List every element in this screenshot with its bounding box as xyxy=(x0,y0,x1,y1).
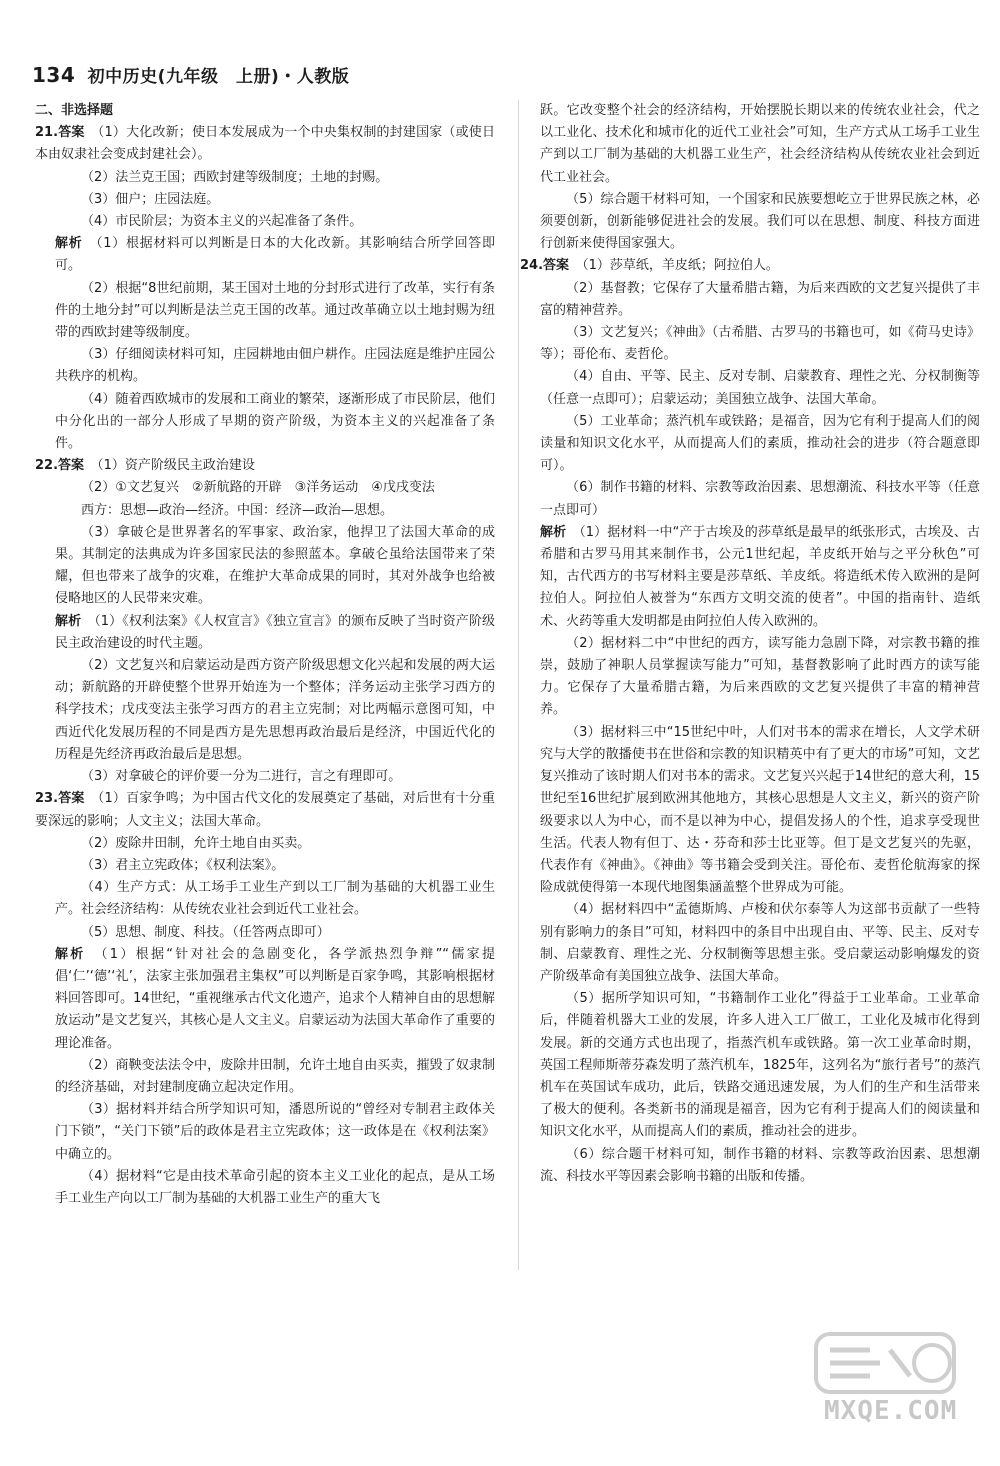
paragraph: （2）根据“8世纪前期，某王国对土地的分封形式进行了改革，实行有条件的土地分封”可以判断是法兰克王国的改革。通过改革确立以土地封赐为纽带的西欧封建等级制度。 xyxy=(55,280,495,341)
paragraph: （2）法兰克王国；西欧封建等级制度；土地的封赐。 xyxy=(81,169,389,185)
paragraph: （5）据所学知识可知，“书籍制作工业化”得益于工业革命。工业革命后，伴随着机器大工业的发展，许多人进入工厂做工，工业化及城市化得到发展。新的交通方式也出现了，指蒸汽机车或铁路。第一次工业革命时期，英国工程师斯蒂芬森发明了蒸汽机车，1825年，这列名为“旅行者号”的蒸汽机车在英国试车成功，此后，铁路交通迅速发展，为人们的生产和生活带来了极大的便利。各类新书的涌现是福音，因为它有利于提高人们的阅读量和知识文化水平，从而提高人们的素质，推动社会的进步。 xyxy=(540,991,980,1140)
analysis-label: 解析 xyxy=(540,524,567,540)
watermark-badge-icon xyxy=(810,1326,960,1406)
paragraph: （4）市民阶层；为资本主义的兴起准备了条件。 xyxy=(81,214,363,230)
paragraph: （2）据材料二中“中世纪的西方，读写能力急剧下降，对宗教书籍的推崇，鼓励了神职人员掌握读写能力”可知，基督教影响了此时西方的读写能力。它保存了大量希腊古籍，为后来西欧的文艺复兴提供了丰富的精神营养。 xyxy=(540,635,980,718)
paragraph: （3）对拿破仑的评价要一分为二进行，言之有理即可。 xyxy=(81,769,402,785)
left-column xyxy=(35,100,495,1210)
paragraph: （3）君主立宪政体；《权利法案》。 xyxy=(81,857,285,873)
paragraph: （2）文艺复兴和启蒙运动是西方资产阶级思想文化兴起和发展的两大运动；新航路的开辟使整个世界开始连为一个整体；洋务运动主张学习西方的科学技术；戊戌变法主张学习西方的君主立宪制；对比两幅示意图可知，中西近代化发展历程的不同是西方是先思想再政治最后是经济，中国近代化的历程是先经济再政治最后是思想。 xyxy=(55,658,495,762)
answer-block xyxy=(35,455,495,477)
page-number: 134 xyxy=(32,63,76,87)
paragraph: （6）综合题干材料可知，制作书籍的材料、宗教等政治因素、思想潮流、科技水平等因素会影响书籍的出版和传播。 xyxy=(540,1146,980,1184)
paragraph: （3）据材料三中“15世纪中叶，人们对书本的需求在增长，人文学术研究与大学的散播使书在世俗和宗教的知识精英中有了更大的市场”可知，文艺复兴推动了该时期人们对书本的需求。文艺复兴兴起于14世纪的意大利，15世纪至16世纪扩展到欧洲其他地方，其核心思想是人文主义，新兴的资产阶级要求以人为中心，而不是以神为中心，提倡发扬人的个性，追求享受现世生活。代表人物有但丁、达・芬奇和莎士比亚等。但丁是文艺复兴的先驱，代表作有《神曲》。《神曲》等书籍会受到关注。哥伦布、麦哲伦航海家的探险成就使得第一本现代地图集涵盖整个世界成为可能。 xyxy=(540,724,980,896)
paragraph: （2）商鞅变法法令中，废除井田制，允许土地自由买卖，摧毁了奴隶制的经济基础，对封建制度确立起决定作用。 xyxy=(55,1057,495,1095)
right-column xyxy=(520,100,980,1188)
analysis-label: 解析 xyxy=(55,613,82,629)
paragraph: （3）文艺复兴；《神曲》（古希腊、古罗马的书籍也可，如《荷马史诗》等）；哥伦布、麦哲伦。 xyxy=(540,325,980,363)
paragraph: （3）佃户；庄园法庭。 xyxy=(81,191,220,207)
answer-text: （1）百家争鸣；为中国古代文化的发展奠定了基础，对后世有十分重要深远的影响；人文主义；法国大革命。 xyxy=(35,791,495,829)
question-number: 24. xyxy=(520,258,544,274)
answer-block xyxy=(520,255,980,277)
question-number: 22. xyxy=(35,458,59,474)
analysis-label: 解析 xyxy=(55,236,83,252)
answer-text: （1）莎草纸，羊皮纸；阿拉伯人。 xyxy=(582,258,779,274)
watermark-url: MXQE.COM xyxy=(824,1396,958,1426)
analysis-block xyxy=(55,611,495,655)
answer-label: 答案 xyxy=(58,125,85,141)
book-title: 初中历史(九年级 上册)・人教版 xyxy=(87,67,350,87)
paragraph: （5）思想、制度、科技。（任答两点即可） xyxy=(81,924,330,940)
analysis-label: 解析 xyxy=(55,946,86,962)
watermark-logo xyxy=(810,1326,960,1436)
analysis-text: （1）根据“针对社会的急剧变化，各学派热烈争辩”“儒家提倡‘仁’‘德’‘礼’，法家主张加强君主集权”可以判断是百家争鸣，其影响根据材料回答即可。14世纪，“重视继承古代文化遗产，追求个人精神自由的思想解放运动”是文艺复兴，其核心是人文主义。启蒙运动为法国大革命作了重要的理论准备。 xyxy=(55,946,495,1051)
answer-text: （1）资产阶级民主政治建设 xyxy=(97,458,255,474)
answer-text: （1）大化改新；使日本发展成为一个中央集权制的封建国家（或使日本由奴隶社会变成封建社会）。 xyxy=(35,125,495,163)
paragraph: （6）制作书籍的材料、宗教等政治因素、思想潮流、科技水平等（任意一点即可） xyxy=(540,480,980,518)
answer-block xyxy=(35,122,495,166)
column-divider xyxy=(518,100,519,1270)
continued-paragraph: 跃。它改变整个社会的经济结构，开始摆脱长期以来的传统农业社会，代之以工业化、技术化和城市化的近代工业社会”可知，生产方式从工场手工业生产到以工厂制为基础的大机器工业生产，社会经济结构从传统农业社会到近代工业社会。 xyxy=(540,103,980,185)
section-title: 二、非选择题 xyxy=(35,103,114,118)
paragraph: （4）随着西欧城市的发展和工商业的繁荣，逐渐形成了市民阶层，他们中分化出的一部分人形成了早期的资产阶级，为资本主义的兴起准备了条件。 xyxy=(55,391,495,452)
page-header xyxy=(32,62,349,87)
question-number: 23. xyxy=(35,791,59,807)
paragraph: （2）废除井田制，允许土地自由买卖。 xyxy=(81,835,311,851)
paragraph: （3）拿破仑是世界著名的军事家、政治家，他捍卫了法国大革命的成果。其制定的法典成为许多国家民法的参照蓝本。拿破仑虽给法国带来了荣耀，但也带来了战争的灾难，在维护大革命成果的同时，其对外战争也给被侵略地区的人民带来灾难。 xyxy=(55,524,495,607)
paragraph: （4）生产方式：从工场手工业生产到以工厂制为基础的大机器工业生产。社会经济结构：从传统农业社会到近代工业社会。 xyxy=(55,880,495,918)
question-number: 21. xyxy=(35,125,59,141)
paragraph: （3）仔细阅读材料可知，庄园耕地由佃户耕作。庄园法庭是维护庄园公共秩序的机构。 xyxy=(55,347,495,385)
analysis-block xyxy=(55,233,495,277)
paragraph: （4）据材料“它是由技术革命引起的资本主义工业化的起点，是从工场手工业生产向以工厂制为基础的大机器工业生产的重大飞 xyxy=(55,1168,495,1206)
paragraph: （2）①文艺复兴 ②新航路的开辟 ③洋务运动 ④戊戌变法 xyxy=(81,480,435,496)
analysis-block xyxy=(540,522,980,633)
analysis-text: （1）《权利法案》《人权宣言》《独立宣言》的颁布反映了当时资产阶级民主政治建设的时代主题。 xyxy=(55,613,495,651)
paragraph: （3）据材料并结合所学知识可知，潘恩所说的“曾经对专制君主政体关门下锁”，“关门下锁”后的政体是君主立宪政体；这一政体是在《权利法案》中确立的。 xyxy=(55,1102,495,1162)
analysis-text: （1）据材料一中“产于古埃及的莎草纸是最早的纸张形式，古埃及、古希腊和古罗马用其来制作书，公元1世纪起，羊皮纸开始与之平分秋色”可知，古代西方的书写材料主要是莎草纸、羊皮纸。将造纸术传入欧洲的是阿拉伯人。阿拉伯人被誉为“东西方文明交流的使者”。中国的指南针、造纸术、火药等重大发明都是由阿拉伯人传入欧洲的。 xyxy=(540,524,980,629)
paragraph: （4）自由、平等、民主、反对专制、启蒙教育、理性之光、分权制衡等（任意一点即可）；启蒙运动；美国独立战争、法国大革命。 xyxy=(540,369,980,407)
paragraph: （4）据材料四中“孟德斯鸠、卢梭和伏尔泰等人为这部书贡献了一些特别有影响力的条目”可知，材料四中的条目中出现自由、平等、民主、反对专制、启蒙教育、理性之光、分权制衡等思想主张。受启蒙运动影响爆发的资产阶级革命有美国独立战争、法国大革命。 xyxy=(540,902,980,984)
paragraph: （5）工业革命；蒸汽机车或铁路；是福音，因为它有利于提高人们的阅读量和知识文化水平，从而提高人们的素质，推动社会的进步（符合题意即可）。 xyxy=(540,413,980,474)
analysis-text: （1）根据材料可以判断是日本的大化改新。其影响结合所学回答即可。 xyxy=(55,236,495,274)
answer-label: 答案 xyxy=(543,258,570,274)
analysis-block xyxy=(55,944,495,1055)
paragraph: （5）综合题干材料可知，一个国家和民族要想屹立于世界民族之林，必须要创新，创新能够促进社会的发展。我们可以在思想、制度、科技方面进行创新来使得国家强大。 xyxy=(540,191,980,252)
answer-label: 答案 xyxy=(58,458,85,474)
answer-block xyxy=(35,788,495,832)
answer-label: 答案 xyxy=(58,791,85,807)
paragraph: 西方：思想—政治—经济。中国：经济—政治—思想。 xyxy=(81,502,394,518)
paragraph: （2）基督教；它保存了大量希腊古籍，为后来西欧的文艺复兴提供了丰富的精神营养。 xyxy=(540,280,980,318)
